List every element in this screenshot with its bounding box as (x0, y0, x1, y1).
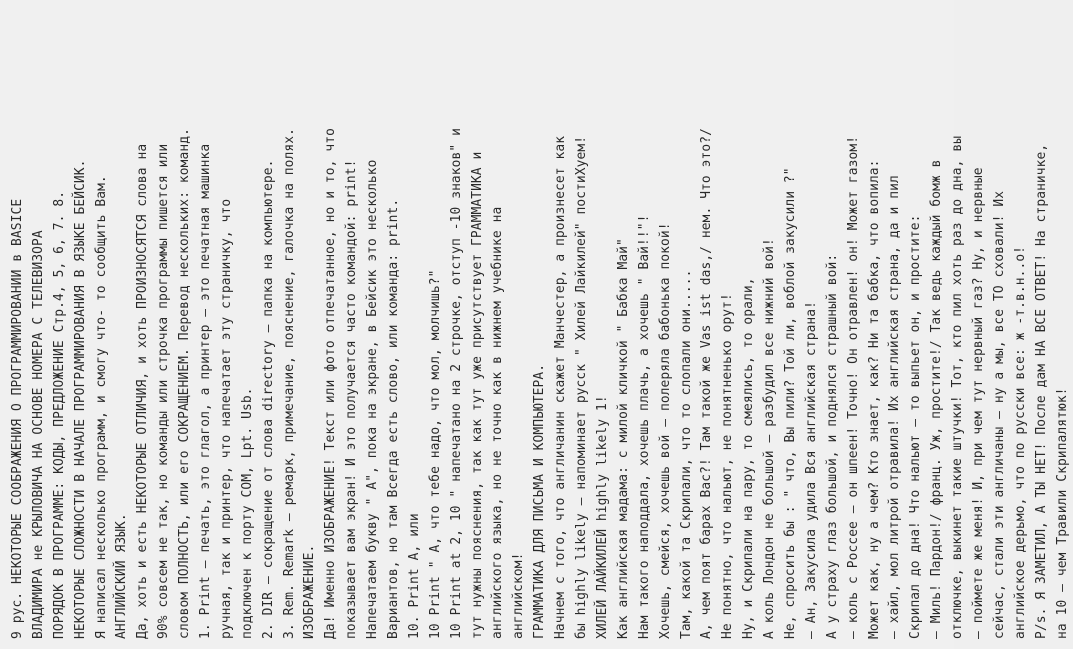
text-line: тут нужны пояснения, так как тут уже присутствует ГРАММАТИКА и (469, 151, 485, 639)
verse-line: А, чем поят барах Вас?! Там такой же Vas ist das,/ нем. Что это?/ (699, 128, 715, 639)
verse-line: сейчас, стали эти англичаны – ну а мы, все ТО сховали! Их (991, 190, 1007, 639)
text-line: ХИЛЕЙ ЛАЙКИЛЕЙ highly likely 1! (594, 395, 610, 639)
verse-line: Может как, ну а чем? Кто знает, как? Ни та бабка, что вопила: (866, 159, 882, 639)
text-line: НЕКОТОРЫЕ СЛОЖНОСТИ В НАЧАЛЕ ПРОГРАММИРОВАНИЯ В ЯЗЫКЕ БЕЙСИК. (72, 159, 88, 639)
text-line: ПОРЯДОК В ПРОГРАММЕ: КОДЫ, ПРЕДЛОЖЕНИЕ Стр.4, 5, 6, 7. 8. (51, 190, 67, 639)
text-line: Начнем с того, что англичанин скажет Манчестер, а произнесет как (553, 135, 569, 639)
text-line: 9 рус. НЕКОТОРЫЕ СООБРАЖЕНИЯ О ПРОГРАММИРОВАНИИ в BASICE (10, 198, 25, 639)
code-line: 10 Print " A, что тебе надо, что мол, молчишь?" (427, 269, 443, 639)
list-item: 2. DIR – сокращение от слова directory – папка на компьютере. (260, 159, 276, 639)
text-line: 90% совсем не так, но команды или строчка программы пишется или (156, 143, 172, 639)
code-line: 10. Print A, или (406, 513, 422, 639)
verse-line: – Ан, Закусила удила Вся английская страна! (803, 300, 819, 639)
postscript-line: P/s. Я ЗАМЕТИЛ, А ТЫ НЕТ! После дам НА ВСЕ ОТВЕТ! На страничке, (1033, 143, 1049, 639)
verse-line: Как английская мадама: с милой кличкой " Бабка Май" (615, 238, 631, 639)
verse-line: отключке, выкинет такие штучки! Тот, кто пил хоть раз до дна, вы (950, 135, 966, 639)
text-line: словом ПОЛНОСТЬ, или его СОКРАЩЕНИЕМ. Перевод нескольких: команд. (177, 128, 193, 639)
text-line: бы highly likely – напоминает русск " Хилей Лайкилей" постиХуем! (574, 135, 590, 639)
text-line: английском! (511, 552, 527, 639)
section-heading: АНГЛИЙСКИЙ ЯЗЫК. (114, 513, 130, 639)
list-item-continuation: подключен к порту COM, Lpt. Usb. (239, 387, 255, 639)
postscript-line: на 10 – чем Травили Скрипалятюк! (1054, 387, 1070, 639)
text-line: Да! Именно ИЗОБРАЖЕНИЕ! Текст или фото отпечатанное, но и то, что (323, 128, 339, 639)
text-line: ВЛАДИМИРА не КРЫЛОВИЧА НА ОСНОВЕ НОМЕРА С ТЕЛЕВИЗОРА (30, 230, 46, 639)
verse-line: Нам такого наподдала, хочешь плачь, а хочешь " Вай!!"! (636, 214, 652, 639)
text-line: английского языка, но не точно как в нижнем учебнике на (490, 206, 506, 639)
verse-line: – коль с Россее – он шпеен! Точно! Он отравлен! он! Может газом! (845, 135, 861, 639)
text-line: Напечатаем букву " А", пока на экране, в Бейсик это несколько (365, 159, 381, 639)
verse-line: Там, какой та Скрипали, что то слопали они..... (678, 269, 694, 639)
verse-line: Хочешь, смейся, хочешь вой – полеряла бабонька покой! (657, 222, 673, 639)
verse-line: – поймете же меня! И, при чем тут нервный газ? Ну, и нервные (970, 167, 986, 639)
section-heading: ГРАММАТИКА ДЛЯ ПИСЬМА И КОМПЬЮТЕРА. (532, 363, 548, 639)
text-line: показывает вам экран! И это получается часто командой: print! (344, 159, 360, 639)
section-heading: ИЗОБРАЖЕНИЕ. (302, 544, 318, 639)
list-item: 3. Rem. Remark – ремарк, примечание, пояснение, галочка на полях. (281, 128, 297, 639)
verse-line: А коль Лондон не большой – разбудил все нижний вой! (762, 238, 778, 639)
verse-line: Скрипал до дна! Что нальют – то выпьет он, и простите: (908, 214, 924, 639)
text-line: Я написал несколько программ, и смогу что- то сообщить Вам. (93, 175, 109, 639)
verse-line: английское дерьмо, что по русски все: ж -т.в.н..о! (1012, 245, 1028, 639)
verse-line: Не понятно, что нальют, не понятненько орут! (720, 293, 736, 639)
verse-line: – Миль! Пардон!/ франц. Уж, простите!/ Так ведь каждый бомж в (929, 159, 945, 639)
list-item-continuation: ручная, так и принтер, что напечатает эту страничку, что (218, 198, 234, 639)
verse-line: Ну, и Скрипали на пару, то смеялись, то орали, (741, 277, 757, 639)
list-item: 1. Print – печать, это глагол, а принтер – это печатная машинка (198, 143, 214, 639)
text-line: Да, хоть и есть НЕКОТОРЫЕ ОТЛИЧИЯ, и хоть ПРОИЗНОСЯТСЯ слова на (135, 143, 151, 639)
verse-line: – хайл, мол литрой отравила! Их английская страна, да и пил (887, 175, 903, 639)
verse-line: Не, спросить бы : " что, Вы пили? Той ли, воблой закусили ?" (782, 167, 798, 639)
code-line: 10 Print at 2, 10 " напечатано на 2 строчке, отступ -10 знаков" и (448, 128, 464, 639)
text-line: Вариантов, но там Всегда есть слово, или команда: print. (386, 198, 402, 639)
verse-line: А у страху глаз большой, и поднялся страшный вой: (824, 253, 840, 639)
